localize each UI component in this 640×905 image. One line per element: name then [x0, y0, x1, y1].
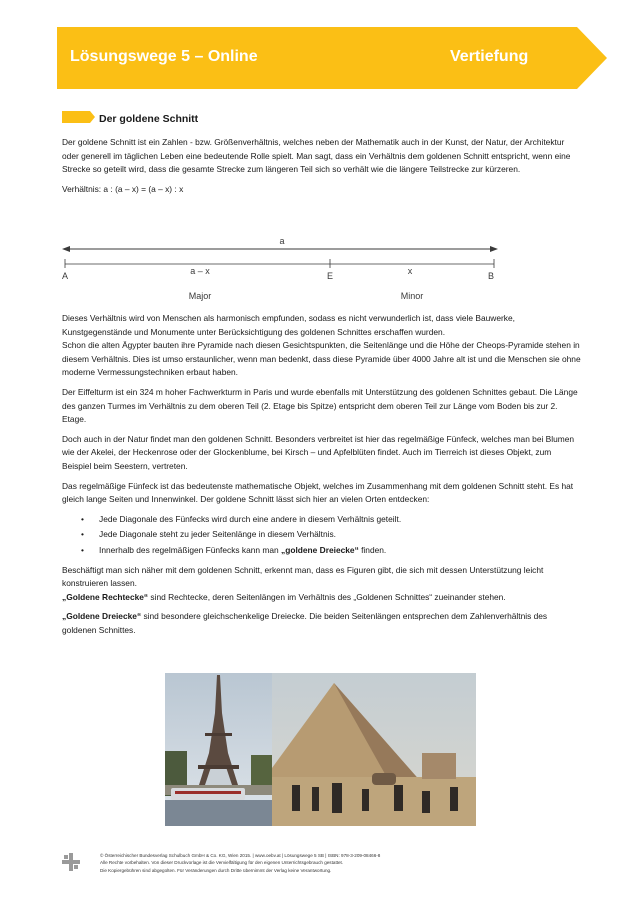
- intro-text-block: [62, 136, 582, 202]
- eiffel-tower-photo: [165, 673, 272, 826]
- main-text-block: [62, 312, 582, 643]
- list-item: [62, 513, 582, 527]
- banner-category: Vertiefung: [450, 48, 529, 65]
- term-golden-rectangles: „Goldene Rechtecke“: [62, 591, 149, 602]
- list-item: [62, 544, 582, 558]
- paragraph-intro: Der goldene Schnitt ist ein Zahlen - bzw. Größenverhältnis, welches neben der Mathematik auch in der Kunst, der Natur, der Architektur oder generell im täglichen Leben eine bedeutende Rolle spielt. Man sagt, dass ein Verhältnis dem goldenen Schnitt entspricht, wenn eine Strecke so geteilt wird, dass die gesamte Strecke zum längeren Teil sich so verhält wie die längere Teilstrecke zur kürzeren.: [62, 137, 571, 175]
- point-e-label: E: [326, 271, 334, 281]
- footer-line: Die Kopiergebühren sind abgegolten. Für Veränderungen durch Dritte übernimmt der Verlag keine Verantwortung.: [100, 867, 332, 873]
- point-b-label: B: [487, 271, 495, 281]
- bullet-text-pre: Innerhalb des regelmäßigen Fünfecks kann man: [99, 544, 282, 555]
- pentagon-facts-list: [62, 513, 582, 558]
- footer-line: Alle Rechte vorbehalten. Von dieser Druckvorlage ist die Vervielfältigung für den eigenen Unterrichtsgebrauch gestattet.: [100, 860, 344, 866]
- bullet-text: Jede Diagonale des Fünfecks wird durch eine andere in diesem Verhältnis geteilt.: [99, 513, 402, 524]
- minor-label: Minor: [400, 291, 424, 301]
- total-length-arrow: [62, 246, 498, 252]
- pyramid-photo: [272, 673, 476, 826]
- golden-section-diagram: [60, 232, 500, 307]
- bullet-text-bold: „goldene Dreiecke“: [281, 544, 359, 555]
- section-marker-icon: [62, 110, 96, 124]
- total-length-label: a: [279, 236, 285, 246]
- paragraph-eiffel: Der Eiffelturm ist ein 324 m hoher Fachwerkturm in Paris und wurde ebenfalls mit Unterstützung des goldenen Schnittes gebaut. Die Länge des ganzen Turmes im Verhältnis zu dem oberen Teil (2. Etage bis Spitze) entspricht dem oberen Teil zur Länge vom Boden bis zur 2. Etage.: [62, 386, 578, 425]
- paragraph-harmonic: Dieses Verhältnis wird von Menschen als harmonisch empfunden, sodass es nicht verwunderlich ist, dass viele Bauwerke, Kunstgegenstände und Monumente unter Berücksichtigung des goldenen Schnittes erschaffen wurden.: [62, 313, 515, 337]
- term-golden-triangles: „Goldene Dreiecke“: [62, 611, 142, 622]
- paragraph-golden-rectangles: [62, 591, 582, 605]
- major-segment-label: a – x: [190, 266, 210, 276]
- minor-segment-label: x: [407, 266, 413, 276]
- list-item: [62, 528, 582, 542]
- section-title: Der goldene Schnitt: [99, 113, 199, 125]
- banner-title: Lösungswege 5 – Online: [70, 48, 258, 65]
- header-banner: [57, 27, 607, 89]
- photo-strip: [165, 673, 476, 826]
- paragraph-golden-triangles: [62, 610, 582, 637]
- paragraph-figures: Beschäftigt man sich näher mit dem goldenen Schnitt, erkennt man, dass es Figuren gibt, die sich mit dessen Unterstützung leicht konstruieren lassen.: [62, 564, 544, 589]
- golden-triangles-text: sind besondere gleichschenkelige Dreiecke. Die beiden Seitenlängen entsprechen dem Zahlenverhältnis des goldenen Schnittes.: [62, 611, 548, 635]
- paragraph-pentagon: Das regelmäßige Fünfeck ist das bedeutenste mathematische Objekt, welches im Zusammenhang mit dem goldenen Schnitt steht. Es hat gleich lange Seiten und Innenwinkel. Der goldene Schnitt lässt sich hier an vielen Orten entdecken:: [62, 480, 574, 505]
- point-a-label: A: [61, 271, 69, 281]
- footer-copyright: [100, 852, 380, 874]
- paragraph-nature: Doch auch in der Natur findet man den goldenen Schnitt. Besonders verbreitet ist hier das regelmäßige Fünfeck, welches man bei Blumen wie der Akelei, der Heckenrose oder der Glockenblume, bei Kirsch – und Apfelblüten findet. Auch im Tierreich ist dieses Objekt, zum Beispiel beim Seestern, vertreten.: [62, 433, 575, 471]
- bullet-text-post: finden.: [358, 544, 387, 555]
- publisher-logo: [62, 853, 80, 871]
- major-label: Major: [188, 291, 212, 301]
- paragraph-egypt: Schon die alten Ägypter bauten ihre Pyramide nach diesen Gesichtspunkten, die Seitenlänge und die Höhe der Cheops-Pyramide stehen in diesem Verhältnis. Dies ist umso erstaunlicher, wenn man bedenkt, dass diese Pyramide über 4000 Jahre alt ist und die Menschen sie ohne moderne Vermessungstechniken erbaut haben.: [62, 340, 581, 378]
- bullet-text: Jede Diagonale steht zu jeder Seitenlänge in diesem Verhältnis.: [99, 529, 336, 540]
- golden-rectangles-text: sind Rechtecke, deren Seitenlängen im Verhältnis des „Goldenen Schnittes“ zueinander stehen.: [148, 591, 506, 602]
- paragraph-ratio: Verhältnis: a : (a – x) = (a – x) : x: [62, 183, 184, 194]
- footer-line: © Österreichischer Bundesverlag Schulbuch GmbH & Co. KG, Wien 2015. | www.oebv.at | Lösungswege 5 SB | ISBN: 978-3-209-08466-8: [100, 853, 381, 858]
